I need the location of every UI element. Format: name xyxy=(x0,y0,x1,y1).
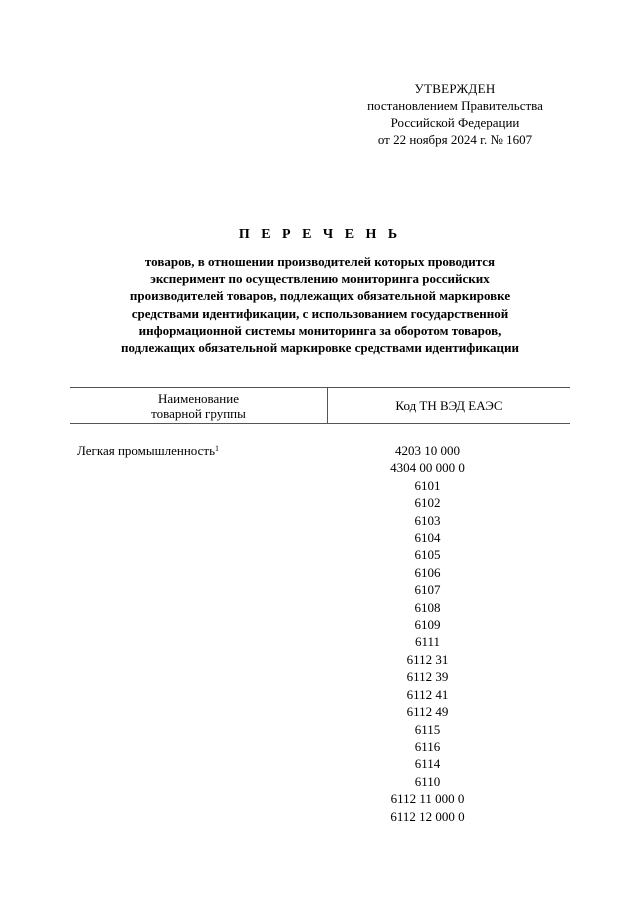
document-heading xyxy=(70,226,570,356)
subtitle-line: производителей товаров, подлежащих обязательной маркировке xyxy=(129,288,511,304)
tnved-code: 6116 xyxy=(414,738,441,754)
tnved-codes-cell xyxy=(327,442,570,825)
subtitle-line: средствами идентификации, с использованием государственной xyxy=(131,305,509,321)
approval-line-1: постановлением Правительства xyxy=(367,98,543,113)
tnved-code: 6112 31 xyxy=(406,651,449,667)
tnved-code: 6104 xyxy=(414,530,441,546)
approval-line-3: от 22 ноября 2024 г. № 1607 xyxy=(377,132,533,147)
tnved-code: 6101 xyxy=(414,477,441,493)
tnved-code: 6112 41 xyxy=(406,686,449,702)
table-row xyxy=(70,424,570,825)
tnved-code: 6108 xyxy=(414,599,441,615)
tnved-code: 6106 xyxy=(414,564,441,580)
tnved-code: 6112 11 000 0 xyxy=(390,791,465,807)
column-header-name xyxy=(70,388,328,423)
column-header-name-line-2: товарной группы xyxy=(151,405,246,421)
subtitle-line: эксперимент по осуществлению мониторинга российских xyxy=(150,271,490,287)
subtitle-line: товаров, в отношении производителей которых проводится xyxy=(144,254,496,269)
tnved-code: 6107 xyxy=(414,582,441,598)
goods-group-name: Легкая промышленность xyxy=(77,443,216,458)
document-title: П Е Р Е Ч Е Н Ь xyxy=(238,227,402,242)
tnved-code: 6112 39 xyxy=(406,669,449,685)
approval-title: УТВЕРЖДЕН xyxy=(414,81,496,96)
column-header-code: Код ТН ВЭД ЕАЭС xyxy=(395,398,503,413)
column-header-name-line-1: Наименование xyxy=(157,390,239,406)
subtitle-line: информационной системы мониторинга за оборотом товаров, xyxy=(138,322,502,338)
subtitle-line: подлежащих обязательной маркировке средствами идентификации xyxy=(120,340,520,356)
approval-line-2: Российской Федерации xyxy=(390,115,520,130)
tnved-code: 6115 xyxy=(414,721,441,737)
goods-group-name-cell xyxy=(70,442,327,825)
tnved-code: 6103 xyxy=(414,512,441,528)
tnved-code: 4203 10 000 xyxy=(395,443,460,458)
tnved-code: 6105 xyxy=(414,547,441,563)
tnved-code: 6109 xyxy=(414,617,441,633)
tnved-code: 6110 xyxy=(414,773,441,789)
tnved-code: 6102 xyxy=(414,495,441,511)
tnved-code: 4304 00 000 0 xyxy=(390,460,465,476)
footnote-marker: 1 xyxy=(215,444,220,453)
document-subtitle xyxy=(70,253,570,356)
approval-stamp xyxy=(310,80,600,148)
tnved-code: 6111 xyxy=(414,634,441,650)
tnved-code: 6112 49 xyxy=(406,704,449,720)
tnved-code: 6114 xyxy=(414,756,441,772)
goods-table xyxy=(70,387,570,825)
table-header xyxy=(70,387,570,424)
tnved-code: 6112 12 000 0 xyxy=(390,808,465,824)
